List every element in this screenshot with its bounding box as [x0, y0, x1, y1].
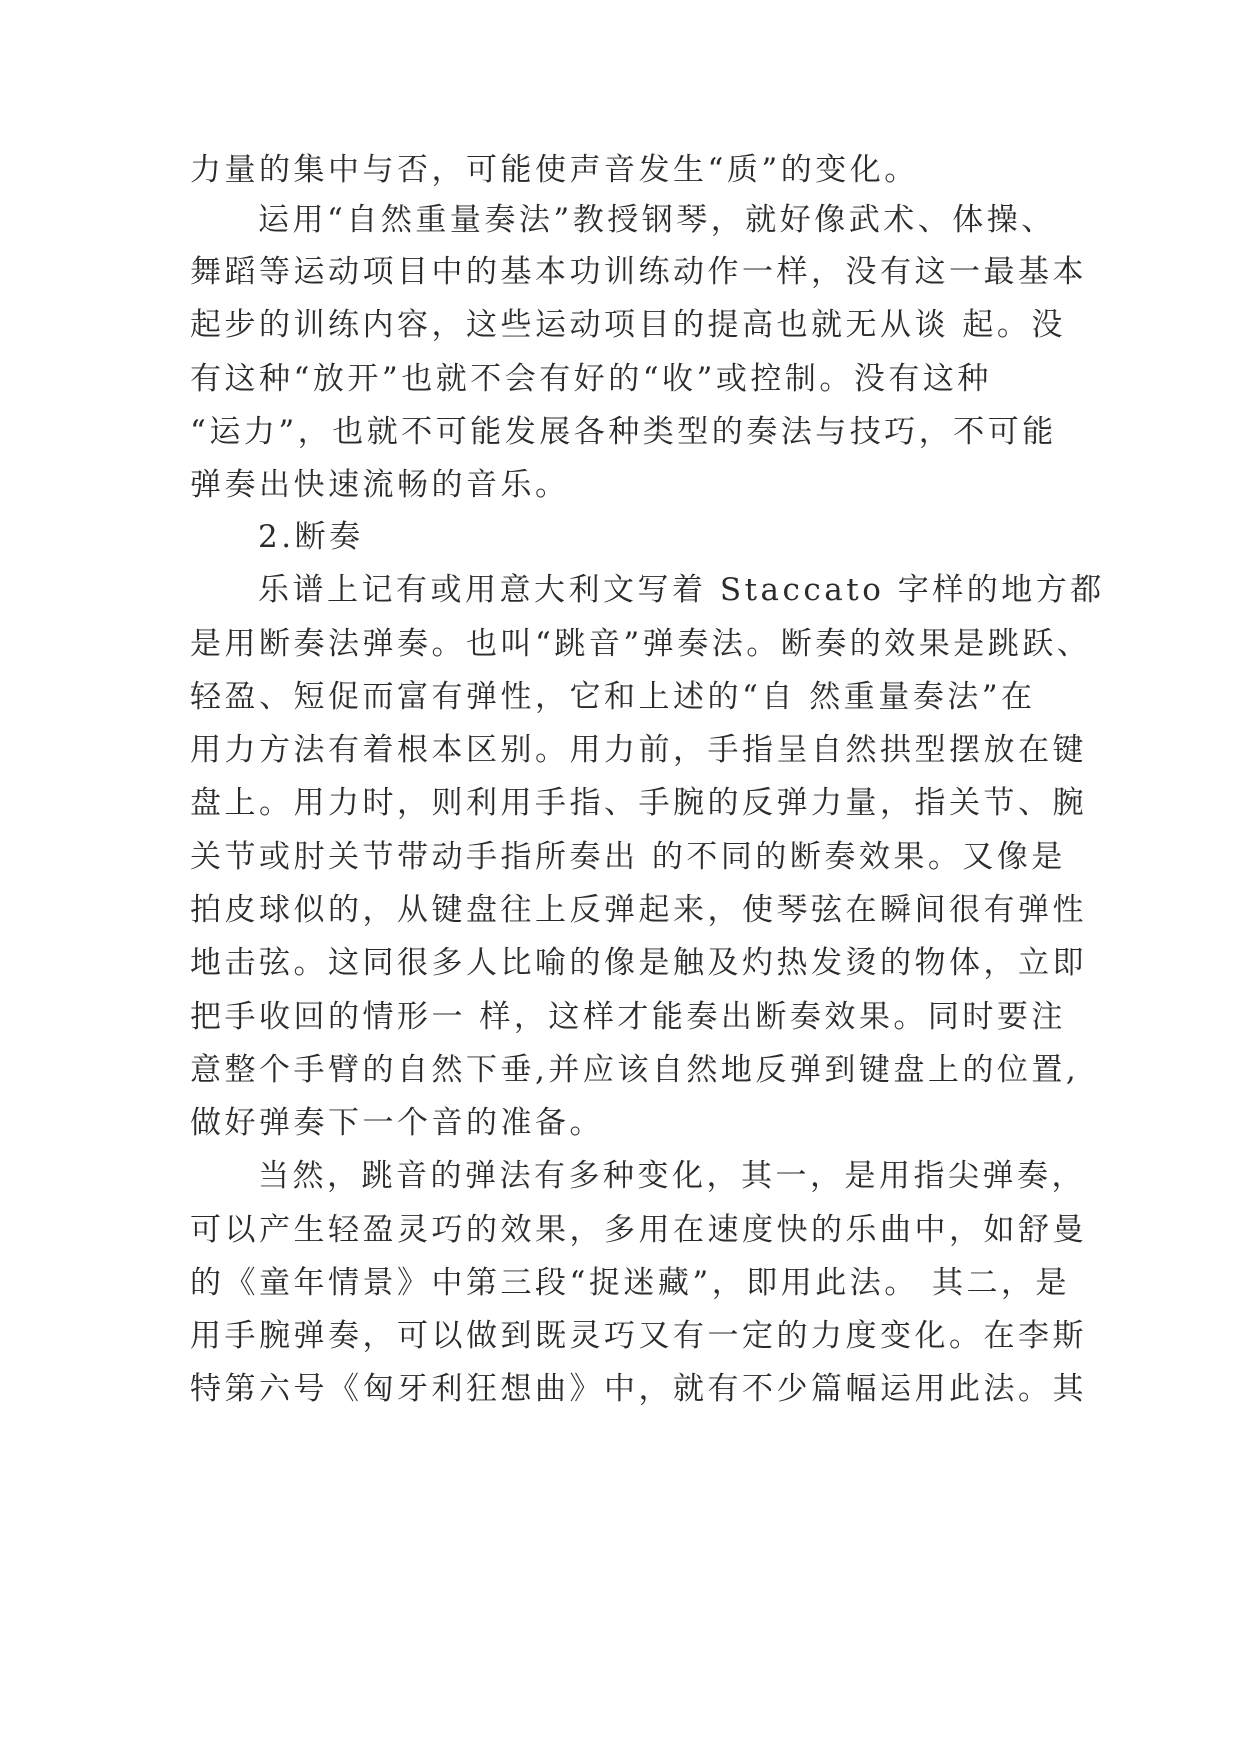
text-line: 做好弹奏下一个音的准备。 — [190, 1105, 604, 1141]
text-line: 弹奏出快速流畅的音乐。 — [190, 467, 570, 503]
text-line: 盘上。用力时，则利用手指、手腕的反弹力量，指关节、腕 — [190, 785, 1087, 821]
text-line: 有这种“放开”也就不会有好的“收”或控制。没有这种 — [190, 361, 992, 397]
text-line: “运力”，也就不可能发展各种类型的奏法与技巧，不可能 — [190, 414, 1057, 450]
text-line: 用手腕弹奏，可以做到既灵巧又有一定的力度变化。在李斯 — [190, 1318, 1087, 1354]
text-line: 把手收回的情形一 样，这样才能奏出断奏效果。同时要注 — [190, 999, 1066, 1035]
paragraph-start-line: 乐谱上记有或用意大利文写着 Staccato 字样的地方都 — [258, 572, 1105, 608]
text-line: 地击弦。这同很多人比喻的像是触及灼热发烫的物体，立即 — [190, 945, 1087, 981]
text-line: 起步的训练内容，这些运动项目的提高也就无从谈 起。没 — [190, 307, 1066, 343]
text-line: 用力方法有着根本区别。用力前，手指呈自然拱型摆放在键 — [190, 732, 1087, 768]
text-line: 可以产生轻盈灵巧的效果，多用在速度快的乐曲中，如舒曼 — [190, 1212, 1087, 1248]
text-line: 的《童年情景》中第三段“捉迷藏”，即用此法。 其二，是 — [190, 1265, 1071, 1301]
text-line: 关节或肘关节带动手指所奏出 的不同的断奏效果。又像是 — [190, 839, 1066, 875]
text-line: 拍皮球似的，从键盘往上反弹起来，使琴弦在瞬间很有弹性 — [190, 892, 1087, 928]
paragraph-start-line: 运用“自然重量奏法”教授钢琴，就好像武术、体操、 — [258, 202, 1056, 238]
paragraph-start-line: 当然，跳音的弹法有多种变化，其一，是用指尖弹奏， — [258, 1158, 1086, 1194]
text-line: 舞蹈等运动项目中的基本功训练动作一样，没有这一最基本 — [190, 254, 1087, 290]
text-line: 意整个手臂的自然下垂,并应该自然地反弹到键盘上的位置, — [190, 1052, 1080, 1088]
text-line: 特第六号《匈牙利狂想曲》中，就有不少篇幅运用此法。其 — [190, 1371, 1087, 1407]
section-heading: 2.断奏 — [258, 519, 364, 555]
text-line: 是用断奏法弹奏。也叫“跳音”弹奏法。断奏的效果是跳跃、 — [190, 626, 1092, 662]
text-line: 轻盈、短促而富有弹性，它和上述的“自 然重量奏法”在 — [190, 679, 1036, 715]
text-line: 力量的集中与否，可能使声音发生“质”的变化。 — [190, 152, 919, 188]
